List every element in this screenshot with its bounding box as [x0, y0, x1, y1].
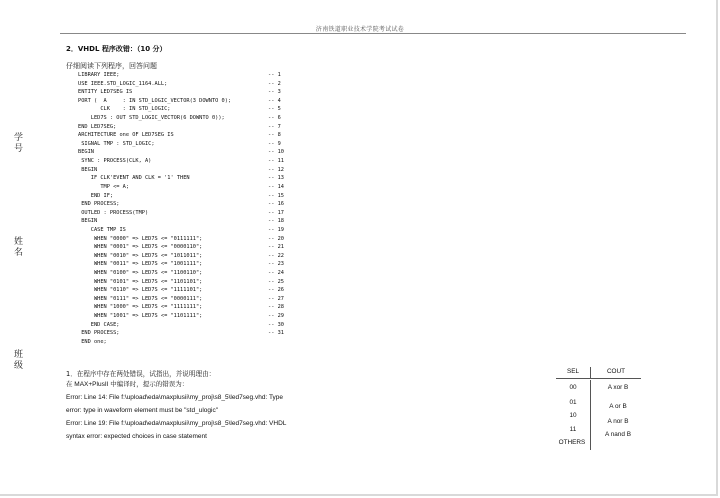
code-line	[78, 321, 298, 330]
code-text: WHEN "0100" => LED7S <= "1100110";	[78, 270, 203, 277]
code-line-number: -- 31	[268, 330, 284, 337]
code-line-number: -- 19	[268, 226, 284, 233]
code-line	[78, 200, 298, 209]
code-line-number: -- 11	[268, 158, 284, 165]
code-line-number: -- 27	[268, 295, 284, 302]
code-line	[78, 269, 298, 278]
code-text: END IF;	[78, 192, 114, 199]
cout-nor: A nor B	[607, 418, 629, 425]
side-label-student-id: 学号	[14, 133, 24, 154]
code-text: END PROCESS;	[78, 201, 120, 208]
code-line-number: -- 7	[268, 123, 281, 130]
code-line-number: -- 22	[268, 252, 284, 259]
cout-xor: A xor B	[607, 384, 629, 391]
question-title: 2．VHDL 程序改错：（10 分）	[66, 45, 167, 53]
code-text: IF CLK'EVENT AND CLK = '1' THEN	[78, 175, 190, 182]
code-line	[78, 148, 298, 157]
code-line	[78, 114, 298, 123]
code-line	[78, 278, 298, 287]
code-line	[78, 295, 298, 304]
code-text: OUTLED : PROCESS(TMP)	[78, 209, 149, 216]
code-text: WHEN "1001" => LED7S <= "1101111";	[78, 313, 203, 320]
side-label-class: 班级	[14, 350, 24, 371]
code-text: ARCHITECTURE one OF LED7SEG IS	[78, 132, 174, 139]
error-line-14-detail: error: type in waveform element must be "std_ulogic"	[66, 407, 219, 414]
sel-10: 10	[569, 412, 577, 419]
code-line	[78, 166, 298, 175]
table-header-cout: COUT	[591, 367, 642, 379]
code-text: BEGIN	[78, 166, 98, 173]
code-text: USE IEEE.STD_LOGIC_1164.ALL;	[78, 80, 168, 87]
code-text: LIBRARY IEEE;	[78, 72, 120, 78]
code-line-number: -- 9	[268, 140, 281, 147]
code-line-number: -- 14	[268, 183, 284, 190]
code-text: LED7S : OUT STD_LOGIC_VECTOR(6 DOWNTO 0));	[78, 115, 225, 122]
code-line	[78, 80, 298, 89]
code-line	[78, 131, 298, 140]
error-intro: 在 MAX+PlusII 中编译时，提示的错误为：	[66, 381, 189, 388]
code-line-number: -- 29	[268, 313, 284, 320]
code-line-number: -- 13	[268, 175, 284, 182]
cout-nand: A nand B	[605, 431, 631, 438]
code-line	[78, 71, 298, 80]
header-rule	[60, 33, 686, 34]
code-line	[78, 192, 298, 201]
question-ask: 1．在程序中存在两处错误，试指出，并说明理由：	[66, 370, 216, 378]
error-line-14: Error: Line 14: File f:\upload\eda\maxplusii\my_proj\s8_5\led7seg.vhd: Type	[66, 394, 284, 401]
code-line-number: -- 1	[268, 72, 281, 78]
code-line-number: -- 25	[268, 278, 284, 285]
code-line	[78, 157, 298, 166]
code-text: WHEN "0011" => LED7S <= "1001111";	[78, 261, 203, 268]
code-line	[78, 303, 298, 312]
code-line-number: -- 17	[268, 209, 284, 216]
code-line	[78, 243, 298, 252]
code-text: WHEN "0111" => LED7S <= "0000111";	[78, 295, 203, 302]
code-line-number: -- 10	[268, 149, 284, 156]
code-text: BEGIN	[78, 218, 98, 225]
code-text: SYNC : PROCESS(CLK, A)	[78, 158, 152, 165]
code-text: WHEN "0001" => LED7S <= "0000110";	[78, 244, 203, 251]
side-label-name: 姓名	[14, 237, 24, 258]
code-text: PORT ( A : IN STD_LOGIC_VECTOR(3 DOWNTO 0);	[78, 97, 232, 104]
code-line-number: -- 2	[268, 80, 281, 87]
code-text: TMP <= A;	[78, 183, 130, 190]
code-line	[78, 88, 298, 97]
exam-header: 济南铁道职业技术学院考试试卷	[315, 26, 405, 33]
sel-others: OTHERS	[558, 439, 586, 446]
code-line	[78, 226, 298, 235]
code-line-number: -- 20	[268, 235, 284, 242]
question-instruction: 仔细阅读下列程序，回答问题	[66, 62, 157, 70]
code-text: SIGNAL TMP : STD_LOGIC;	[78, 140, 155, 147]
code-line-number: -- 21	[268, 244, 284, 251]
code-line	[78, 329, 298, 338]
code-line-number: -- 16	[268, 201, 284, 208]
code-line	[78, 312, 298, 321]
code-line-number: -- 6	[268, 115, 281, 122]
code-text: WHEN "0110" => LED7S <= "1111101";	[78, 287, 203, 294]
code-line	[78, 97, 298, 106]
sel-01: 01	[569, 399, 577, 406]
code-line	[78, 140, 298, 149]
code-line-number: -- 5	[268, 106, 281, 113]
sel-cout-table	[556, 367, 641, 379]
code-text: END one;	[78, 338, 107, 345]
code-line-number: -- 28	[268, 304, 284, 311]
code-text: ENTITY LED7SEG IS	[78, 89, 133, 96]
code-line	[78, 260, 298, 269]
code-line	[78, 217, 298, 226]
code-line-number: -- 24	[268, 270, 284, 277]
code-line-number: -- 4	[268, 97, 281, 104]
code-line	[78, 235, 298, 244]
vhdl-code-block	[78, 71, 298, 347]
code-line-number: -- 12	[268, 166, 284, 173]
code-line-number: -- 26	[268, 287, 284, 294]
code-text: WHEN "0000" => LED7S <= "0111111";	[78, 235, 203, 242]
code-line	[78, 286, 298, 295]
code-line-number: -- 3	[268, 89, 281, 96]
table-header-sel: SEL	[556, 367, 591, 379]
code-line	[78, 105, 298, 114]
code-text: WHEN "1000" => LED7S <= "1111111";	[78, 304, 203, 311]
code-line-number: -- 30	[268, 321, 284, 328]
code-text: WHEN "0010" => LED7S <= "1011011";	[78, 252, 203, 259]
code-line	[78, 209, 298, 218]
code-line	[78, 252, 298, 261]
code-line	[78, 183, 298, 192]
code-text: END PROCESS;	[78, 330, 120, 337]
code-line-number: -- 15	[268, 192, 284, 199]
code-line	[78, 338, 298, 347]
code-line-number: -- 23	[268, 261, 284, 268]
sel-11: 11	[569, 426, 577, 433]
code-text: WHEN "0101" => LED7S <= "1101101";	[78, 278, 203, 285]
code-text: END CASE;	[78, 321, 120, 328]
code-text: CLK : IN STD_LOGIC;	[78, 106, 171, 113]
code-line	[78, 123, 298, 132]
code-line	[78, 174, 298, 183]
code-line-number: -- 18	[268, 218, 284, 225]
cout-or: A or B	[609, 403, 627, 410]
code-text: END LED7SEG;	[78, 123, 117, 130]
error-line-19: Error: Line 19: File f:\upload\eda\maxplusii\my_proj\s8_5\led7seg.vhd: VHDL	[66, 420, 287, 427]
code-text: BEGIN	[78, 149, 94, 156]
error-line-19-detail: syntax error: expected choices in case statement	[66, 433, 207, 440]
code-text: CASE TMP IS	[78, 226, 126, 233]
code-line-number: -- 8	[268, 132, 281, 139]
sel-00: 00	[569, 384, 577, 391]
